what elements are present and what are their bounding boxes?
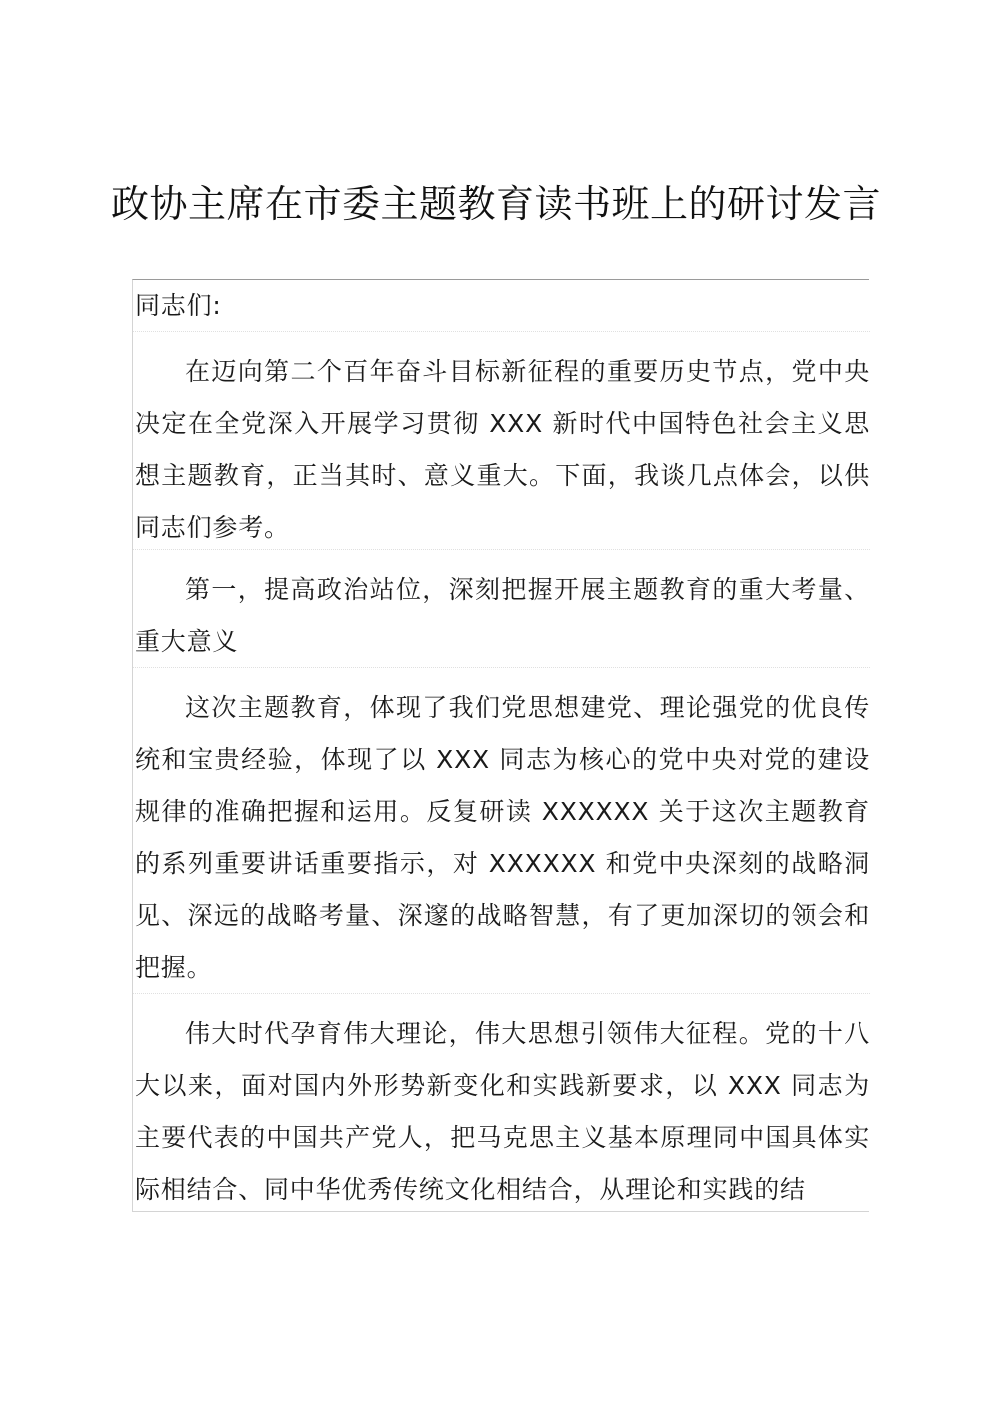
paragraph-intro: 在迈向第二个百年奋斗目标新征程的重要历史节点，党中央决定在全党深入开展学习贯彻 XXX 新时代中国特色社会主义思想主题教育，正当其时、意义重大。下面，我谈几点体会，以供同志们参考。 [135, 357, 870, 542]
paragraph-body-1: 这次主题教育，体现了我们党思想建党、理论强党的优良传统和宝贵经验，体现了以 XXX 同志为核心的党中央对党的建设规律的准确把握和运用。反复研读 XXXXXX 关于这次主题教育的系列重要讲话重要指示，对 XXXXXX 和党中央深刻的战略洞见、深远的战略考量、深邃的战略智慧，有了更加深切的领会和把握。 [135, 693, 870, 982]
paragraph-block [133, 668, 870, 994]
paragraph-block [133, 332, 870, 550]
document-title: 政协主席在市委主题教育读书班上的研讨发言 [110, 182, 881, 226]
section-heading-1: 第一，提高政治站位，深刻把握开展主题教育的重大考量、重大意义 [135, 575, 870, 656]
salutation: 同志们: [135, 291, 222, 320]
document-body [132, 279, 869, 1212]
salutation-block [133, 280, 870, 332]
paragraph-block [133, 994, 870, 1212]
paragraph-body-2: 伟大时代孕育伟大理论，伟大思想引领伟大征程。党的十八大以来，面对国内外形势新变化和实践新要求，以 XXX 同志为主要代表的中国共产党人，把马克思主义基本原理同中国具体实际相结合、同中华优秀传统文化相结合，从理论和实践的结 [135, 1019, 870, 1204]
paragraph-block [133, 550, 870, 668]
